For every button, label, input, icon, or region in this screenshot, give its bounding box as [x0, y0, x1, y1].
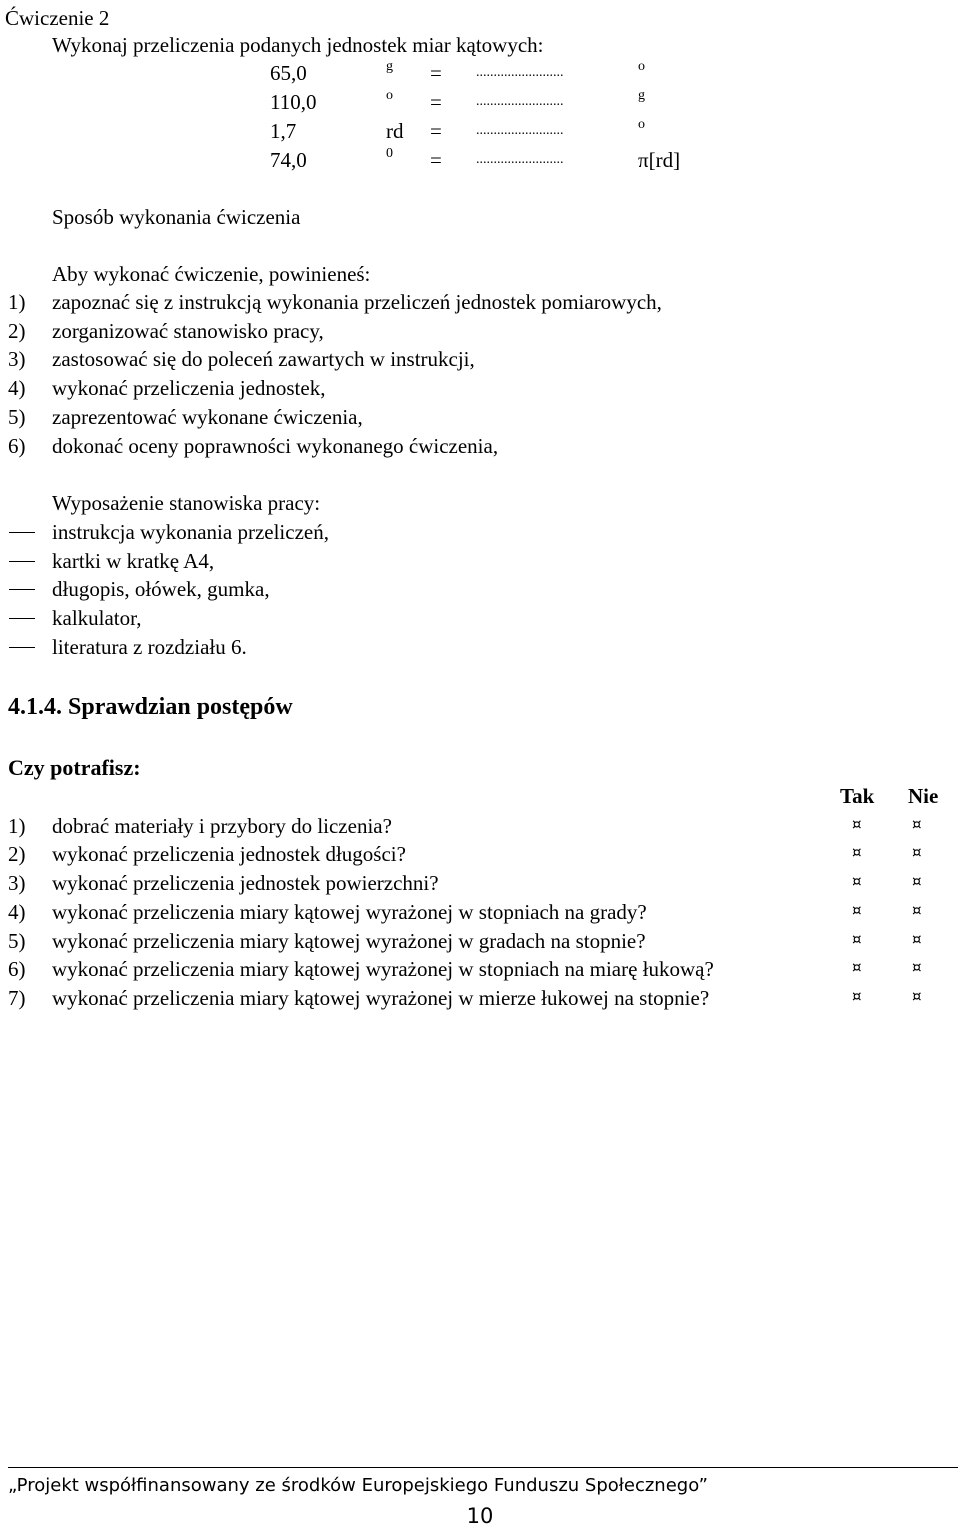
conversion-value: 1,7: [270, 119, 297, 143]
column-header-yes: Tak: [840, 784, 875, 808]
checkbox-yes[interactable]: ¤: [852, 901, 862, 919]
step-number: 3): [8, 347, 26, 371]
question-number: 1): [8, 814, 26, 838]
equipment-item: instrukcja wykonania przeliczeń,: [52, 520, 329, 544]
method-intro: Aby wykonać ćwiczenie, powinieneś:: [52, 262, 371, 286]
checkbox-no[interactable]: ¤: [912, 815, 922, 833]
step-number: 5): [8, 405, 26, 429]
step-number: 4): [8, 376, 26, 400]
conversion-unit: 0: [386, 146, 393, 161]
checkbox-no[interactable]: ¤: [912, 843, 922, 861]
conversion-target-unit: g: [638, 88, 645, 103]
equipment-heading: Wyposażenie stanowiska pracy:: [52, 491, 321, 515]
column-header-no: Nie: [908, 784, 939, 808]
question-number: 3): [8, 871, 26, 895]
conversion-blank: .........................: [476, 152, 564, 167]
checkbox-yes[interactable]: ¤: [852, 930, 862, 948]
checkbox-yes[interactable]: ¤: [852, 872, 862, 890]
question-number: 6): [8, 957, 26, 981]
conversion-target-unit: o: [638, 59, 645, 74]
question-text: wykonać przeliczenia jednostek powierzchni?: [52, 871, 439, 895]
conversion-equals: =: [430, 90, 442, 114]
step-text: wykonać przeliczenia jednostek,: [52, 376, 326, 400]
question-number: 5): [8, 929, 26, 953]
step-text: zastosować się do poleceń zawartych w instrukcji,: [52, 347, 475, 371]
dash-bullet: [9, 589, 35, 590]
checkbox-no[interactable]: ¤: [912, 930, 922, 948]
conversion-unit: g: [386, 59, 393, 74]
step-number: 2): [8, 319, 26, 343]
conversion-value: 65,0: [270, 61, 307, 85]
progress-question: Czy potrafisz:: [8, 755, 141, 780]
question-text: wykonać przeliczenia miary kątowej wyrażonej w mierze łukowej na stopnie?: [52, 986, 710, 1010]
question-number: 7): [8, 986, 26, 1010]
conversion-equals: =: [430, 148, 442, 172]
dash-bullet: [9, 647, 35, 648]
conversion-blank: .........................: [476, 94, 564, 109]
conversion-blank: .........................: [476, 65, 564, 80]
step-number: 1): [8, 290, 26, 314]
footer-text: „Projekt współfinansowany ze środków Europejskiego Funduszu Społecznego”: [8, 1475, 708, 1496]
question-text: dobrać materiały i przybory do liczenia?: [52, 814, 392, 838]
question-text: wykonać przeliczenia miary kątowej wyrażonej w gradach na stopnie?: [52, 929, 646, 953]
equipment-item: kartki w kratkę A4,: [52, 549, 215, 573]
method-heading: Sposób wykonania ćwiczenia: [52, 205, 301, 229]
dash-bullet: [9, 532, 35, 533]
footer-divider: [8, 1467, 958, 1468]
step-number: 6): [8, 434, 26, 458]
page-number: 10: [466, 1504, 494, 1528]
conversion-unit: o: [386, 88, 393, 103]
checkbox-no[interactable]: ¤: [912, 901, 922, 919]
conversion-equals: =: [430, 119, 442, 143]
step-text: zapoznać się z instrukcją wykonania przeliczeń jednostek pomiarowych,: [52, 290, 662, 314]
exercise-instruction: Wykonaj przeliczenia podanych jednostek miar kątowych:: [52, 33, 544, 57]
dash-bullet: [9, 561, 35, 562]
conversion-target-unit: π[rd]: [638, 148, 681, 172]
question-text: wykonać przeliczenia miary kątowej wyrażonej w stopniach na miarę łukową?: [52, 957, 714, 981]
section-heading: 4.1.4. Sprawdzian postępów: [8, 694, 293, 720]
step-text: dokonać oceny poprawności wykonanego ćwiczenia,: [52, 434, 499, 458]
conversion-value: 74,0: [270, 148, 307, 172]
checkbox-yes[interactable]: ¤: [852, 815, 862, 833]
step-text: zaprezentować wykonane ćwiczenia,: [52, 405, 363, 429]
equipment-item: literatura z rozdziału 6.: [52, 635, 247, 659]
conversion-blank: .........................: [476, 123, 564, 138]
checkbox-no[interactable]: ¤: [912, 872, 922, 890]
conversion-equals: =: [430, 61, 442, 85]
question-number: 2): [8, 842, 26, 866]
checkbox-no[interactable]: ¤: [912, 958, 922, 976]
step-text: zorganizować stanowisko pracy,: [52, 319, 324, 343]
equipment-item: długopis, ołówek, gumka,: [52, 577, 270, 601]
exercise-title: Ćwiczenie 2: [5, 6, 110, 30]
question-text: wykonać przeliczenia jednostek długości?: [52, 842, 406, 866]
checkbox-yes[interactable]: ¤: [852, 843, 862, 861]
checkbox-no[interactable]: ¤: [912, 987, 922, 1005]
conversion-value: 110,0: [270, 90, 317, 114]
conversion-target-unit: o: [638, 117, 645, 132]
equipment-item: kalkulator,: [52, 606, 142, 630]
checkbox-yes[interactable]: ¤: [852, 987, 862, 1005]
dash-bullet: [9, 618, 35, 619]
conversion-unit: rd: [386, 119, 404, 143]
checkbox-yes[interactable]: ¤: [852, 958, 862, 976]
question-text: wykonać przeliczenia miary kątowej wyrażonej w stopniach na grady?: [52, 900, 647, 924]
question-number: 4): [8, 900, 26, 924]
